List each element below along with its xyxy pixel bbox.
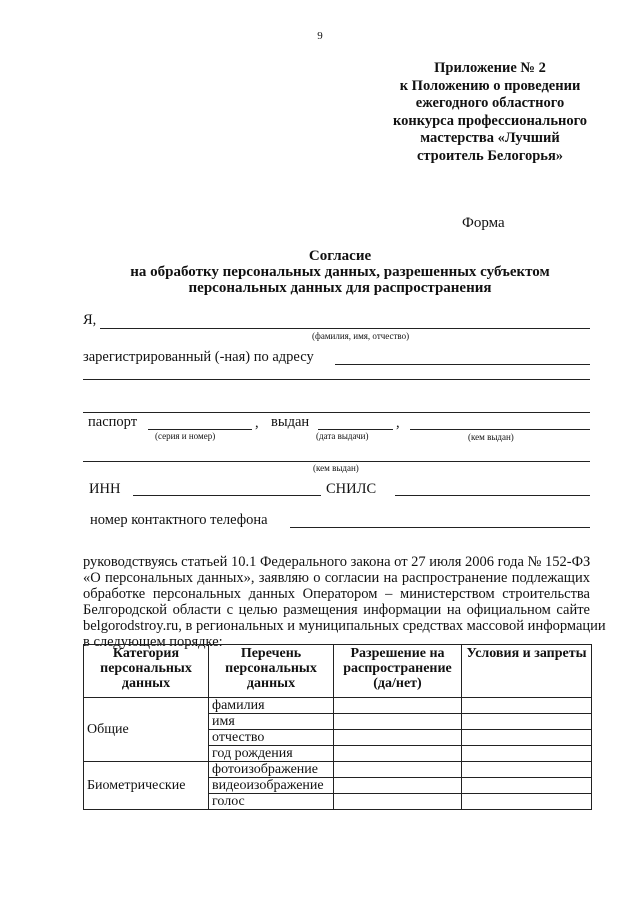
paragraph-line: «О персональных данных», заявляю о согласии на распространение подлежащих xyxy=(83,570,590,586)
consent-paragraph xyxy=(83,554,606,650)
issuer-caption-2: (кем выдан) xyxy=(313,463,359,473)
annex-line: Приложение № 2 xyxy=(434,60,546,76)
column-header-permission: Разрешение на распространение (да/нет) xyxy=(334,645,462,698)
permission-cell[interactable] xyxy=(334,698,462,714)
conditions-cell[interactable] xyxy=(462,746,592,762)
conditions-cell[interactable] xyxy=(462,730,592,746)
paragraph-line: в следующем порядке: xyxy=(83,634,223,650)
title-line: Согласие xyxy=(308,248,372,264)
fio-field[interactable] xyxy=(100,328,590,329)
snils-label: СНИЛС xyxy=(326,481,377,497)
form-label: Форма xyxy=(462,215,505,231)
conditions-cell[interactable] xyxy=(462,762,592,778)
date-caption: (дата выдачи) xyxy=(316,431,369,441)
i-label: Я, xyxy=(83,312,97,328)
issuer-caption: (кем выдан) xyxy=(468,432,514,442)
paragraph-line: руководствуясь статьей 10.1 Федерального закона от 27 июля 2006 года № 152-ФЗ xyxy=(83,554,591,570)
annex-line: конкурса профессионального xyxy=(392,112,588,129)
item-cell: отчество xyxy=(209,730,334,746)
address-field-line-3[interactable] xyxy=(83,412,590,413)
annex-line: мастерства «Лучший xyxy=(420,130,560,146)
issuer-field[interactable] xyxy=(410,429,590,430)
phone-label: номер контактного телефона xyxy=(90,512,268,528)
fio-caption: (фамилия, имя, отчество) xyxy=(312,331,410,341)
permission-cell[interactable] xyxy=(334,746,462,762)
address-field[interactable] xyxy=(335,364,590,365)
column-header-list: Перечень персональных данных xyxy=(209,645,334,698)
annex-heading xyxy=(360,60,620,165)
table-header-row xyxy=(84,645,592,698)
annex-line: к Положению о проведении xyxy=(399,77,581,94)
comma: , xyxy=(396,415,400,431)
permission-cell[interactable] xyxy=(334,762,462,778)
permission-cell[interactable] xyxy=(334,778,462,794)
issuer-field-line-2[interactable] xyxy=(83,461,590,462)
phone-field[interactable] xyxy=(290,527,590,528)
item-cell: голос xyxy=(209,794,334,810)
registered-label: зарегистрированный (-ная) по адресу xyxy=(83,349,314,365)
paragraph-line: Белгородской области с целью размещения информации на официальном сайте xyxy=(83,602,590,618)
snils-field[interactable] xyxy=(395,495,590,496)
table-row xyxy=(84,762,592,778)
conditions-cell[interactable] xyxy=(462,714,592,730)
item-cell: фотоизображение xyxy=(209,762,334,778)
item-cell: фамилия xyxy=(209,698,334,714)
comma: , xyxy=(255,415,259,431)
issued-label: выдан xyxy=(271,414,310,430)
permission-cell[interactable] xyxy=(334,730,462,746)
page-number: 9 xyxy=(317,30,323,42)
item-cell: год рождения xyxy=(209,746,334,762)
permission-cell[interactable] xyxy=(334,794,462,810)
title-line: персональных данных для распространения xyxy=(188,280,492,296)
consent-table xyxy=(83,644,592,810)
inn-field[interactable] xyxy=(133,495,321,496)
column-header-conditions: Условия и запреты xyxy=(462,645,592,698)
paragraph-line: обработке персональных данных Оператором – министерством строительства xyxy=(83,586,590,602)
annex-line: строитель Белогорья» xyxy=(416,147,564,164)
column-header-category: Категория персональных данных xyxy=(84,645,209,698)
item-cell: имя xyxy=(209,714,334,730)
conditions-cell[interactable] xyxy=(462,698,592,714)
passport-series-field[interactable] xyxy=(148,429,252,430)
annex-line: ежегодного областного xyxy=(415,95,565,111)
category-cell: Общие xyxy=(84,698,209,762)
permission-cell[interactable] xyxy=(334,714,462,730)
series-caption: (серия и номер) xyxy=(155,431,216,441)
passport-label: паспорт xyxy=(88,414,138,430)
inn-label: ИНН xyxy=(89,481,121,497)
item-cell: видеоизображение xyxy=(209,778,334,794)
title-line: на обработку персональных данных, разрешенных субъектом xyxy=(130,264,550,280)
document-title xyxy=(60,248,620,296)
conditions-cell[interactable] xyxy=(462,794,592,810)
table-row xyxy=(84,698,592,714)
conditions-cell[interactable] xyxy=(462,778,592,794)
address-field-line-2[interactable] xyxy=(83,379,590,380)
category-cell: Биометрические xyxy=(84,762,209,810)
issue-date-field[interactable] xyxy=(318,429,393,430)
paragraph-line: belgorodstroy.ru, в региональных и муниципальных средствах массовой информации xyxy=(83,618,606,634)
